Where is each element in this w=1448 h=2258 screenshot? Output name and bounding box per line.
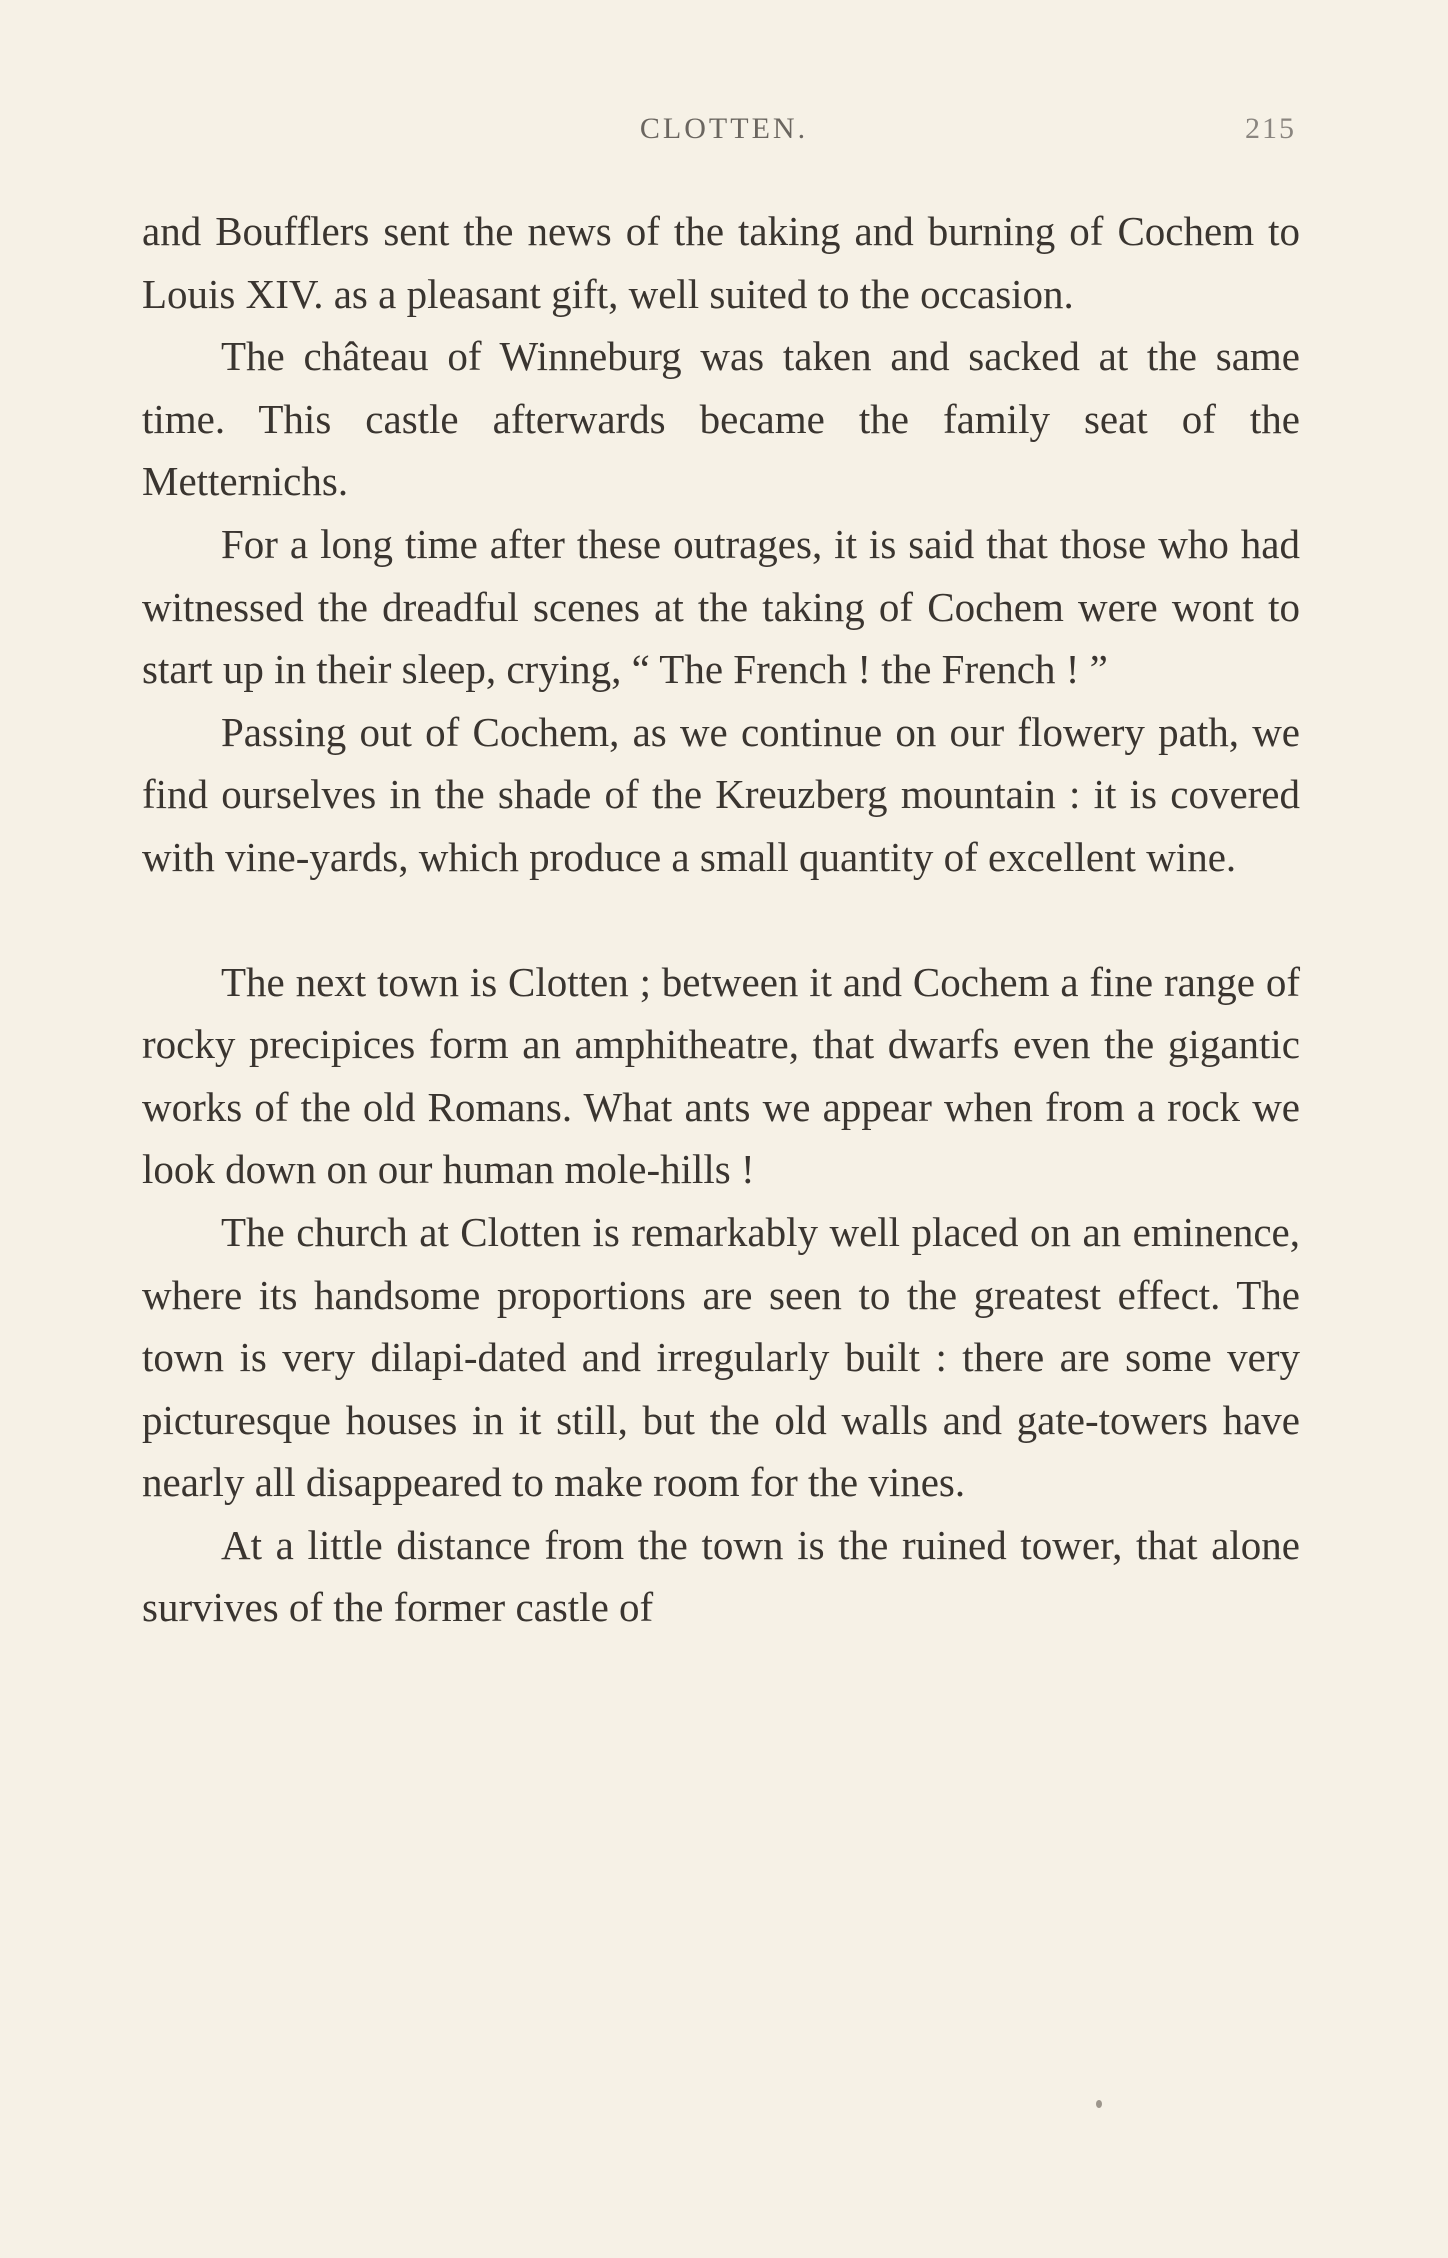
paragraph-clotten-church: The church at Clotten is remarkably well placed on an eminence, where its handsome proportions are seen to the greatest effect. The town is very dilapi-dated and irregularly built : there are some very picturesque houses in it still, but the old walls and gate-towers have nearly all disappeared to make room for the vines. — [142, 1208, 1300, 1506]
paragraph-kreuzberg: Passing out of Cochem, as we continue on our flowery path, we find ourselves in the shade of the Kreuzberg mountain : it is covered with vine-yards, which produce a small quantity of excellent wine. — [142, 708, 1300, 880]
paragraph-clotten-town: The next town is Clotten ; between it and Cochem a fine range of rocky precipices form an amphitheatre, that dwarfs even the gigantic works of the old Romans. What ants we appear when from a rock we look down on our human mole-hills ! — [142, 958, 1300, 1193]
ink-speck — [1096, 2100, 1102, 2108]
paragraph-ruined-tower: At a little distance from the town is the ruined tower, that alone survives of the former castle of — [142, 1521, 1300, 1631]
paragraph-winneburg: The château of Winneburg was taken and sacked at the same time. This castle afterwards became the family seat of the Metternichs. — [142, 333, 1300, 505]
body-text — [142, 200, 1300, 1639]
running-head — [0, 112, 1448, 152]
paragraph-boufflers: and Boufflers sent the news of the taking and burning of Cochem to Louis XIV. as a pleasant gift, well suited to the occasion. — [142, 208, 1300, 317]
page-number: 215 — [1245, 112, 1296, 145]
paragraph-outrages: For a long time after these outrages, it is said that those who had witnessed the dreadful scenes at the taking of Cochem were wont to start up in their sleep, crying, “ The French ! the French ! ” — [142, 520, 1300, 693]
section-break — [142, 889, 1300, 951]
running-title: CLOTTEN. — [639, 112, 809, 145]
